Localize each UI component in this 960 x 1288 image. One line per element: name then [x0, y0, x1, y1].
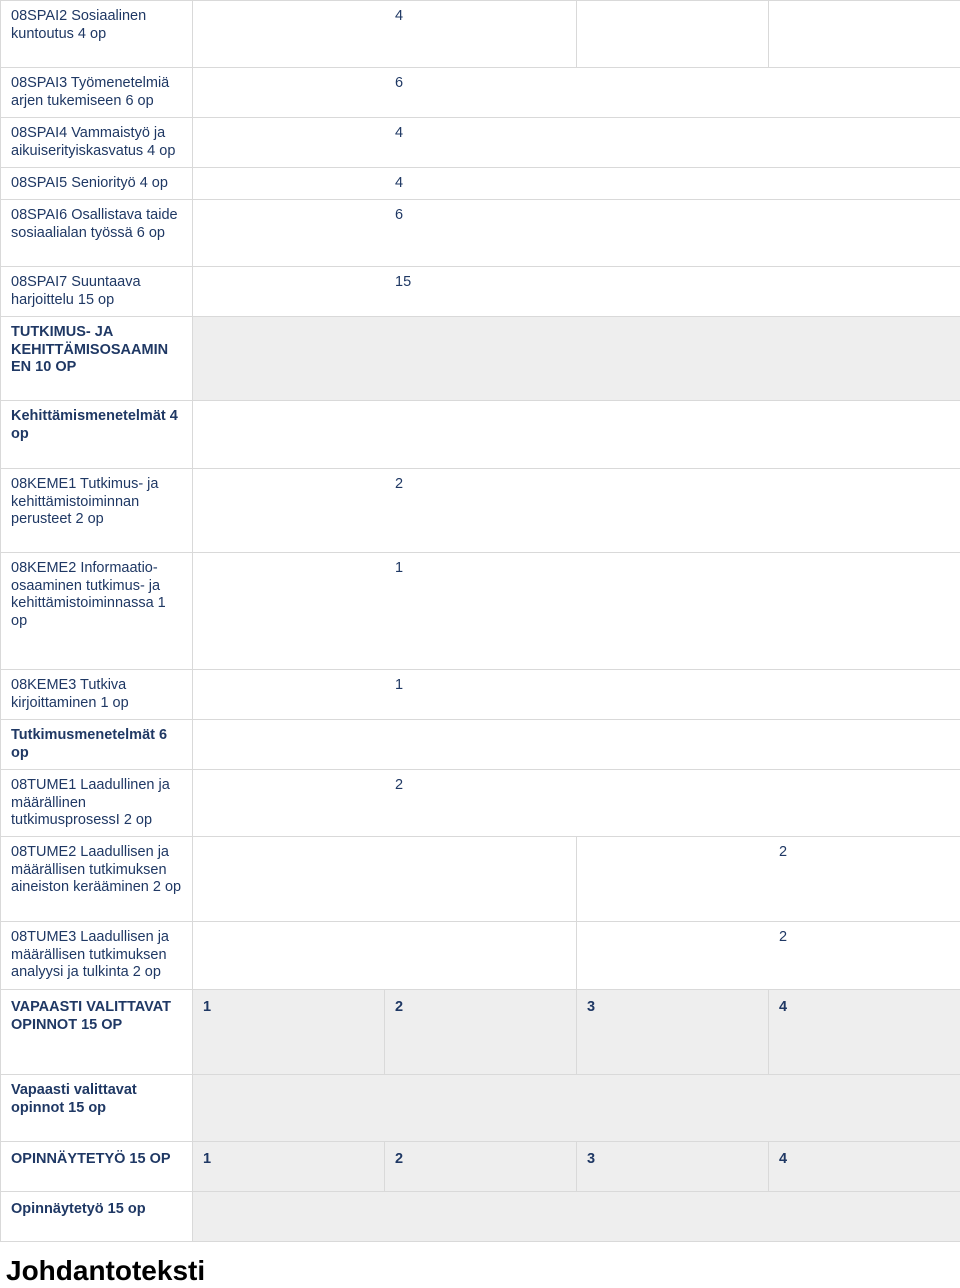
credit-value: 4	[193, 118, 960, 168]
empty-cell	[193, 1075, 960, 1142]
subsection-title: Opinnäytetyö 15 op	[1, 1192, 193, 1242]
table-row	[1, 1, 960, 68]
empty-cell	[193, 317, 960, 401]
course-name: 08SPAI5 Seniorityö 4 op	[1, 168, 193, 200]
empty-cell	[769, 1, 960, 68]
credit-value: 15	[193, 267, 960, 317]
table-row	[1, 68, 960, 118]
credit-value: 2	[193, 469, 960, 553]
year-2: 2	[385, 1142, 577, 1192]
year-4: 4	[769, 1142, 960, 1192]
credit-value: 1	[193, 670, 960, 720]
subsection-row	[1, 401, 960, 469]
empty-cell	[193, 922, 577, 990]
credit-value: 1	[193, 553, 960, 670]
year-3: 3	[577, 1142, 769, 1192]
course-name: 08SPAI2 Sosiaalinen kuntoutus 4 op	[1, 1, 193, 68]
course-name: 08TUME2 Laadullisen ja määrällisen tutkimuksen aineiston kerääminen 2 op	[1, 837, 193, 922]
empty-cell	[193, 401, 960, 469]
year-1: 1	[193, 1142, 385, 1192]
table-row	[1, 469, 960, 553]
course-name: 08KEME2 Informaatio-osaaminen tutkimus- ja kehittämistoiminnassa 1 op	[1, 553, 193, 670]
credit-value: 2	[577, 837, 960, 922]
subsection-title: Kehittämismenetelmät 4 op	[1, 401, 193, 469]
course-name: 08TUME1 Laadullinen ja määrällinen tutkimusprosessI 2 op	[1, 770, 193, 837]
year-3: 3	[577, 990, 769, 1075]
course-name: 08SPAI6 Osallistava taide sosiaalialan työssä 6 op	[1, 200, 193, 267]
table-row	[1, 168, 960, 200]
table-row	[1, 770, 960, 837]
course-name: 08SPAI7 Suuntaava harjoittelu 15 op	[1, 267, 193, 317]
subsection-title: Vapaasti valittavat opinnot 15 op	[1, 1075, 193, 1142]
year-4: 4	[769, 990, 960, 1075]
table-row	[1, 118, 960, 168]
credit-value: 4	[193, 1, 577, 68]
subsection-row	[1, 1075, 960, 1142]
year-2: 2	[385, 990, 577, 1075]
year-1: 1	[193, 990, 385, 1075]
table-row	[1, 922, 960, 990]
table-row	[1, 837, 960, 922]
empty-cell	[577, 1, 769, 68]
empty-cell	[193, 720, 960, 770]
credit-value: 2	[193, 770, 960, 837]
empty-cell	[193, 1192, 960, 1242]
table-row	[1, 200, 960, 267]
section-row	[1, 317, 960, 401]
section-title: OPINNÄYTETYÖ 15 OP	[1, 1142, 193, 1192]
credit-value: 2	[577, 922, 960, 990]
section-title: TUTKIMUS- JA KEHITTÄMISOSAAMIN EN 10 OP	[1, 317, 193, 401]
table-row	[1, 553, 960, 670]
section-title: VAPAASTI VALITTAVAT OPINNOT 15 OP	[1, 990, 193, 1075]
course-name: 08SPAI3 Työmenetelmiä arjen tukemiseen 6 op	[1, 68, 193, 118]
table-row	[1, 670, 960, 720]
credit-value: 6	[193, 68, 960, 118]
section-heading: Johdantoteksti	[6, 1255, 206, 1286]
empty-cell	[193, 837, 577, 922]
table-row	[1, 267, 960, 317]
section-row	[1, 990, 960, 1075]
course-name: 08KEME3 Tutkiva kirjoittaminen 1 op	[1, 670, 193, 720]
subsection-row	[1, 720, 960, 770]
credit-value: 6	[193, 200, 960, 267]
course-name: 08KEME1 Tutkimus- ja kehittämistoiminnan perusteet 2 op	[1, 469, 193, 553]
course-name: 08SPAI4 Vammaistyö ja aikuiserityiskasvatus 4 op	[1, 118, 193, 168]
subsection-row	[1, 1192, 960, 1242]
course-name: 08TUME3 Laadullisen ja määrällisen tutkimuksen analyysi ja tulkinta 2 op	[1, 922, 193, 990]
subsection-title: Tutkimusmenetelmät 6 op	[1, 720, 193, 770]
credit-value: 4	[193, 168, 960, 200]
section-row	[1, 1142, 960, 1192]
